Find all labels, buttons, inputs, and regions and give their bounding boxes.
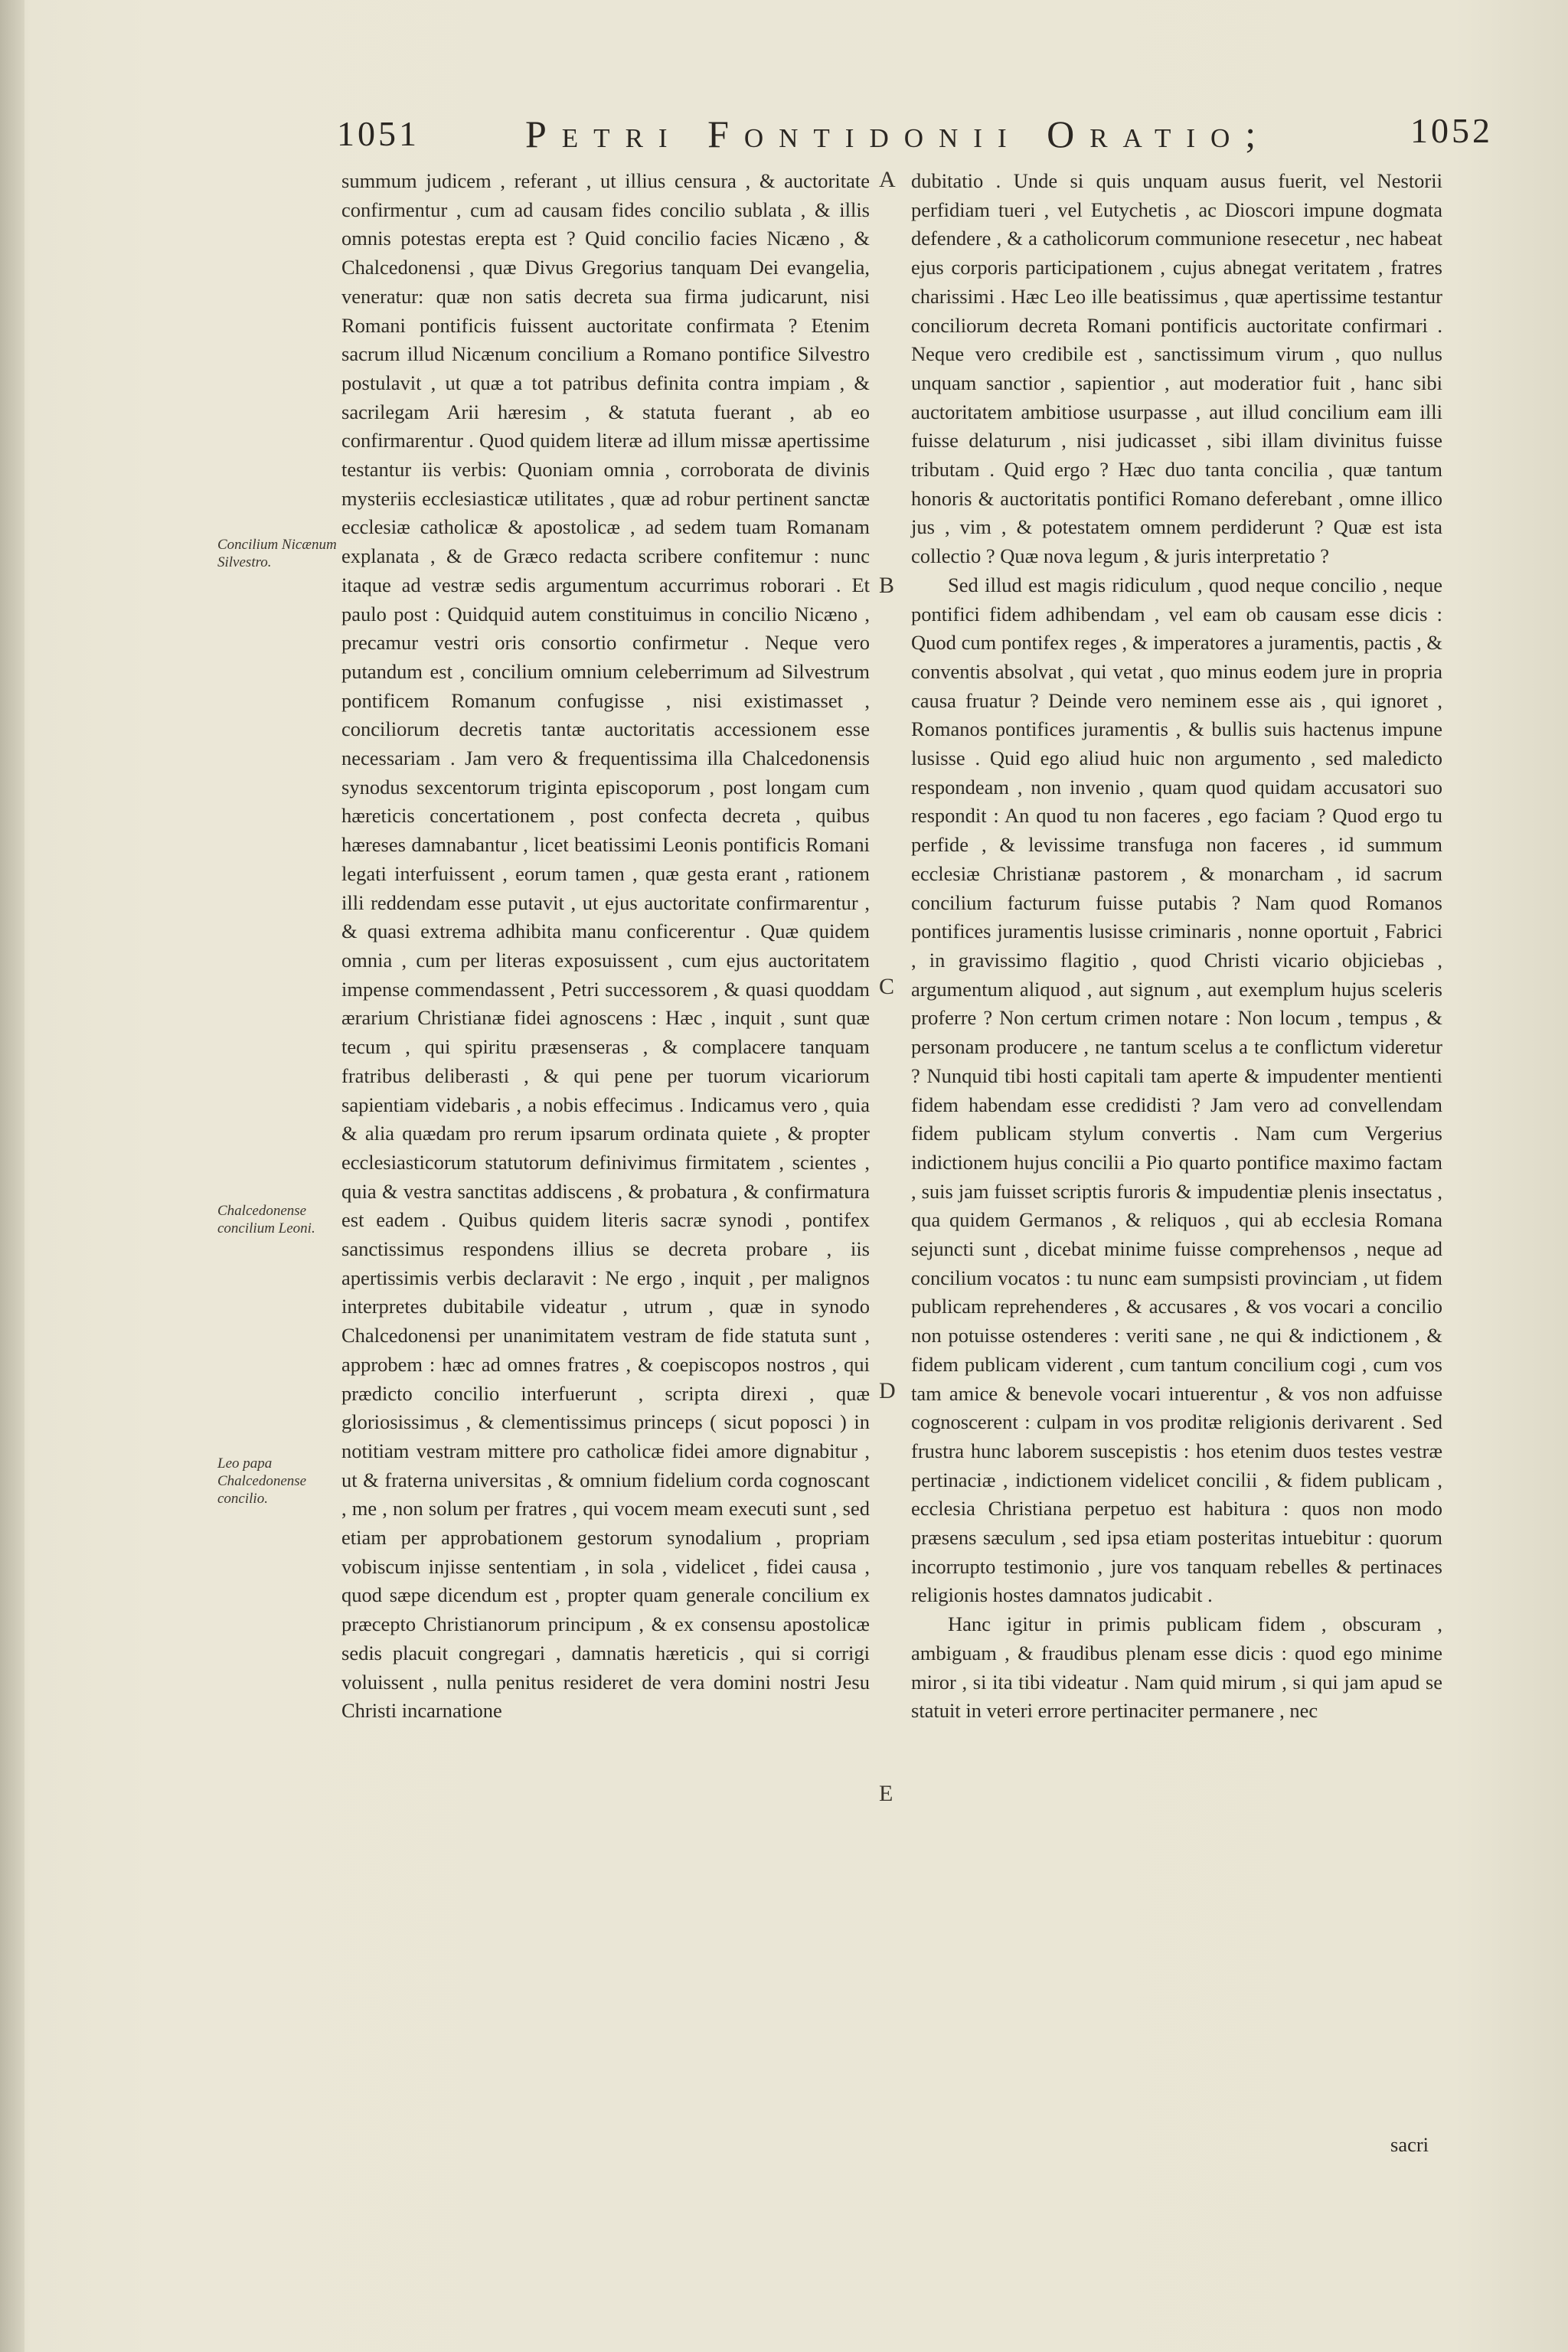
paragraph: summum judicem , referant , ut illius censura , & auctoritate confirmentur , cum ad causam fides concilio sublata , & illis omnis potestas erepta est ? Quid concilio facies Nicæno , & Chalcedonensi , quæ Divus Gregorius tanquam Dei evangelia, veneratur: quæ non satis decreta sua firma judicarunt, nisi Romani pontificis fuissent auctoritate confirmata ? Etenim sacrum illud Nicænum concilium a Romano pontifice Silvestro postulavit , ut quæ a tot patribus definita contra impiam , & sacrilegam Arii hæresim , & statuta fuerant , ab eo confirmarentur . Quod quidem literæ ad illum missæ apertissime testantur iis verbis: Quoniam omnia , corroborata de divinis mysteriis ecclesiasticæ utilitates , quæ ad robur pertinent sanctæ ecclesiæ catholicæ & apostolicæ , ad sedem tuam Romanam explanata , & de Græco redacta scribere confitemur : nunc itaque ad vestræ sedis argumentum accurrimus roborari . Et paulo post : Quidquid autem constituimus in concilio Nicæno , precamur vestri oris consortio confirmetur . Neque vero putandum est , concilium omnium celeberrimum ad Silvestrum pontificem Romanum confugisse , nisi existimasset , conciliorum decretis tantæ auctoritatis accessionem esse necessariam . Jam vero & frequentissima illa Chalcedonensis synodus sexcentorum triginta episcoporum , post longam cum hæreticis concertationem , post confecta decreta , quibus hæreses damnabantur , licet beatissimi Leonis pontificis Romani legati interfuissent , eorum tamen , quæ gesta erant , rationem illi reddendam esse putavit , ut ejus auctoritate confirmarentur , & quasi extrema adhibita manu conficerentur . Quæ quidem omnia , cum per literas exposuissent , cum ejus auctoritatem impense commendassent , Petri successorem , & quasi quoddam ærarium Christianæ fidei agnoscens : Hæc , inquit , sunt quæ tecum , qui spiritu præsenseras , & complacere tanquam fratribus deliberasti , & qui pene per tuorum vicariorum sapientiam videbaris , a nobis effecimus . Indicamus vero , quia & alia quædam pro rerum ipsarum ordinata quiete , & propter ecclesiasticorum statutorum definivimus firmitatem , scientes , quia & vestra sanctitas addiscens , & probatura , & confirmatura est eadem . Quibus quidem literis sacræ synodi , pontifex sanctissimus respondens illius se decreta probare , iis apertissimis verbis declaravit : Ne ergo , inquit , per malignos interpretes dubitabile videatur , utrum , quæ in synodo Chalcedonensi per unanimitatem vestram de fide statuta sunt , approbem : hæc ad omnes fratres , & coepiscopos nostros , qui prædicto concilio interfuerunt , scripta direxi , quæ gloriosissimus , & clementissimus princeps ( sicut poposci ) in notitiam vestram mittere pro catholicæ fidei amore dignabitur , ut & fraterna universitas , & omnium fidelium corda cognoscant , me , non solum per fratres , qui vocem meam executi sunt , sed etiam per approbationem gestorum synodalium , propriam vobiscum injisse sententiam , in sola , videlicet , fidei causa , quod sæpe dicendum est , propter quam generale concilium ex præcepto Christianorum principum , & ex consensu apostolicæ sedis placuit congregari , damnatis hæreticis , qui si corrigi voluissent , nulla penitus resideret de vera domini nostri Jesu Christi incarnatione (341, 169, 870, 1723)
margin-note: Chalcedonense concilium Leoni. (217, 1203, 315, 1236)
paragraph: Sed illud est magis ridiculum , quod neque concilio , neque pontifici fidem adhibendam , vel eam ob causam esse dicis : Quod cum pontifex reges , & imperatores a juramentis, pactis , & conventis absolvat , qui vetat , quo minus eodem jure in propria causa fruatur ? Deinde vero neminem esse ais , qui ignoret , Romanos pontifices juramentis , & bullis suis hactenus impune lusisse . Quid ego aliud huic non argumento , sed maledicto respondeam , non invenio , quam quod quidam accusatori suo respondit : An quod tu non faceres , ego faciam ? Quod ergo tu perfide , & levissime transfuga non faceres , id summum ecclesiæ Christianæ pastorem , & monarcham , id sacrum concilium facturum fuisse putabis ? Nam quod Romanos pontifices juramentis lusisse criminaris , nonne oportuit , Fabrici , in gravissimo flagitio , quod Christi vicario objiciebas , argumentum aliquod , aut signum , aut exemplum hujus sceleris proferre ? Non certum crimen notare : Non locum , tempus , & personam producere , ne tantum scelus a te conflictum videretur ? Nunquid tibi hosti capitali tam aperte & impudenter mentienti fidem habendam esse credidisti ? Jam vero ad convellendam fidem publicam stylum convertis . Nam cum Vergerius indictionem hujus concilii a Pio quarto pontifice maximo factam , suis jam fuisset scriptis furoris & impudentiæ plenis insectatus , qua quidem Germanos , & reliquos , qui ab ecclesia Romana sejuncti sunt , dicebat minime fuisse comprehensos , neque ad concilium vocatos : tu nunc eam sumpsisti provinciam , ut fidem publicam reprehenderes , & accusares , & vos vocari a concilio non potuisse ostenderes : veriti sane , ne qui & indictionem , & fidem publicam viderent , cum tantum concilium cogi , cum vos tam amice & benevole vocari intuerentur , & vos non adfuisse cognoscerent : culpam in vos proditæ religionis derivarent . Sed frustra hunc laborem suscepistis : hos etenim duos testes vestræ pertinaciæ , indictionem videlicet concilii , & fidem publicam , ecclesia Christiana perpetuo est habitura : quos non modo præsens sæculum , sed ipsa etiam posteritas intuebitur : quorum incorrupto testimonio , jure vos tanquam rebelles & pertinaces religionis hostes damnatos judicabit . (911, 573, 1442, 1607)
text-column-right (911, 167, 1442, 1726)
catchword: sacri (1390, 2133, 1429, 2156)
paragraph: dubitatio . Unde si quis unquam ausus fuerit, vel Nestorii perfidiam tueri , vel Eutychetis , ac Dioscori impune dogmata defendere , & a catholicorum communione resecetur , nec habeat ejus corporis participationem , cujus abnegat veritatem , fratres charissimi . Hæc Leo ille beatissimus , quæ apertissime testantur conciliorum decreta Romani pontificis auctoritate confirmari . Neque vero credibile est , sanctissimum virum , quo nullus unquam sanctior , sapientior , aut moderatior fuit , hanc sibi auctoritatem ambitiose usurpasse , aut illud concilium eam illi fuisse delaturum , nisi judicasset , sibi illam divinitus fuisse tributam . Quid ergo ? Hæc duo tanta concilia , quæ tantum honoris & auctoritatis pontifici Romano deferebant , omne illico jus , vim , & potestatem omnem perdiderunt ? Quæ est ista collectio ? Quæ nova legum , & juris interpretatio ? (911, 169, 1442, 568)
section-letter: D (879, 1378, 896, 1403)
section-letter: A (879, 167, 896, 192)
section-letter: B (879, 573, 895, 598)
running-title: Petri Fontidonii Oratio; (525, 113, 1272, 155)
paragraph: Hanc igitur in primis publicam fidem , obscuram , ambiguam , & fraudibus plenam esse dicis : quod ego minime miror , si ita tibi videatur . Nam quid mirum , si qui jam apud se statuit in veteri errore pertinaciter permanere , nec (911, 1612, 1442, 1723)
page-number-left: 1051 (337, 114, 420, 153)
book-spine-shadow (0, 0, 24, 2352)
margin-note: Leo papa Chalcedonense concilio. (217, 1455, 307, 1507)
text-column-left (341, 167, 870, 1726)
margin-note: Concilium Nicænum Silvestro. (217, 537, 337, 570)
section-letter: E (879, 1781, 893, 1806)
page-number-right: 1052 (1410, 111, 1493, 150)
section-letter: C (879, 974, 895, 999)
